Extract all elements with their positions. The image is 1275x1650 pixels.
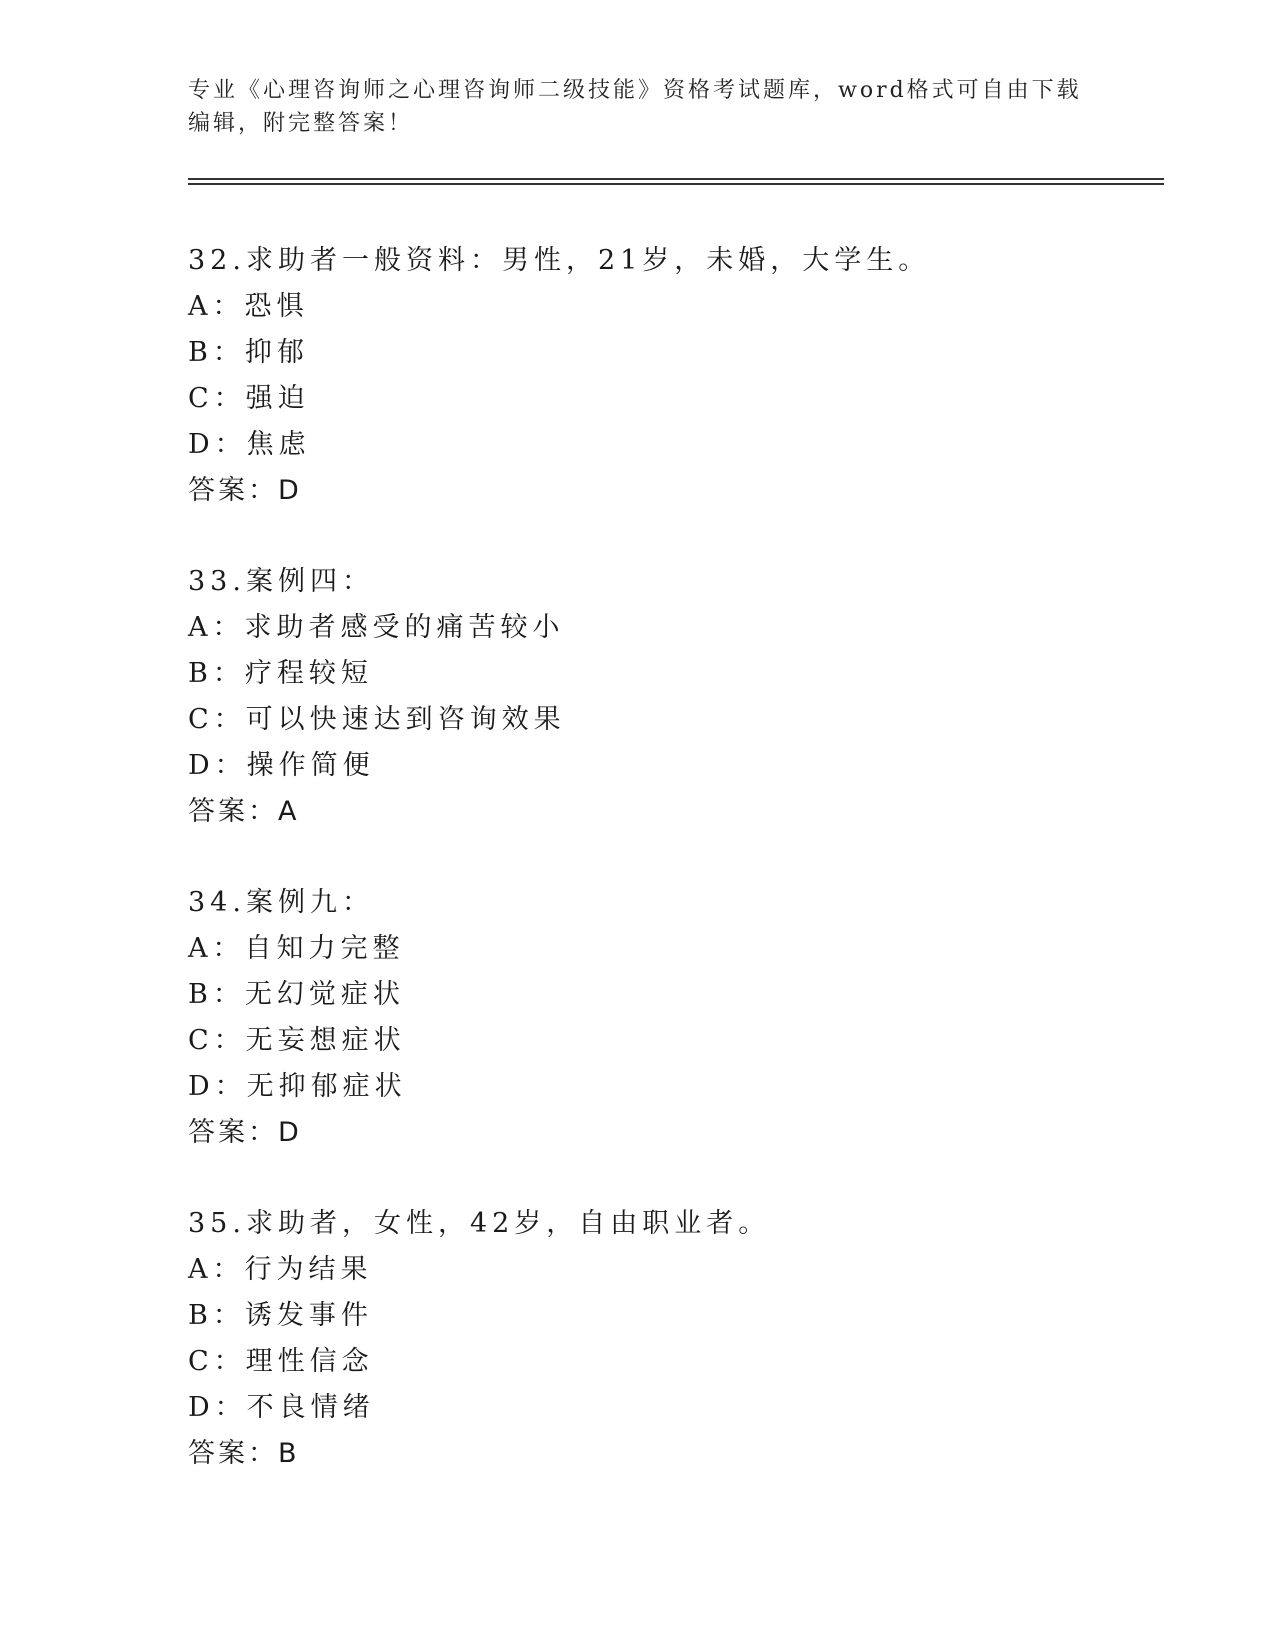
answer-label: 答案：B <box>188 1438 300 1469</box>
header-divider-bottom <box>188 183 1164 185</box>
header-divider-top <box>188 178 1164 180</box>
option-a: A：求助者感受的痛苦较小 <box>188 612 565 643</box>
question-stem: 32.求助者一般资料：男性，21岁，未婚，大学生。 <box>188 245 931 276</box>
option-a: A：行为结果 <box>188 1254 373 1285</box>
option-c: C：可以快速达到咨询效果 <box>188 704 566 735</box>
answer-label: 答案：D <box>188 1117 302 1148</box>
option-b: B：诱发事件 <box>188 1300 373 1331</box>
question-34 <box>188 880 1148 1156</box>
answer-label: 答案：A <box>188 796 300 827</box>
option-d: D：无抑郁症状 <box>188 1071 407 1102</box>
option-b: B：抑郁 <box>188 337 309 368</box>
option-b: B：无幻觉症状 <box>188 979 405 1010</box>
question-stem: 33.案例四： <box>188 566 374 597</box>
option-d: D：焦虑 <box>188 429 311 460</box>
question-32 <box>188 238 1148 514</box>
answer-label: 答案：D <box>188 475 302 506</box>
option-c: C：理性信念 <box>188 1346 374 1377</box>
option-d: D：操作简便 <box>188 750 375 781</box>
header-line-1: 专业《心理咨询师之心理咨询师二级技能》资格考试题库，word格式可自由下载 <box>188 78 1082 103</box>
document-header <box>188 74 1088 140</box>
question-list <box>188 238 1148 1522</box>
question-stem: 34.案例九： <box>188 887 374 918</box>
header-line-2: 编辑，附完整答案！ <box>188 111 414 136</box>
option-d: D：不良情绪 <box>188 1392 375 1423</box>
question-33 <box>188 559 1148 835</box>
option-c: C：强迫 <box>188 383 310 414</box>
option-c: C：无妄想症状 <box>188 1025 406 1056</box>
option-a: A：自知力完整 <box>188 933 405 964</box>
question-stem: 35.求助者，女性，42岁，自由职业者。 <box>188 1208 771 1239</box>
option-a: A：恐惧 <box>188 291 309 322</box>
question-35 <box>188 1201 1148 1477</box>
option-b: B：疗程较短 <box>188 658 373 689</box>
